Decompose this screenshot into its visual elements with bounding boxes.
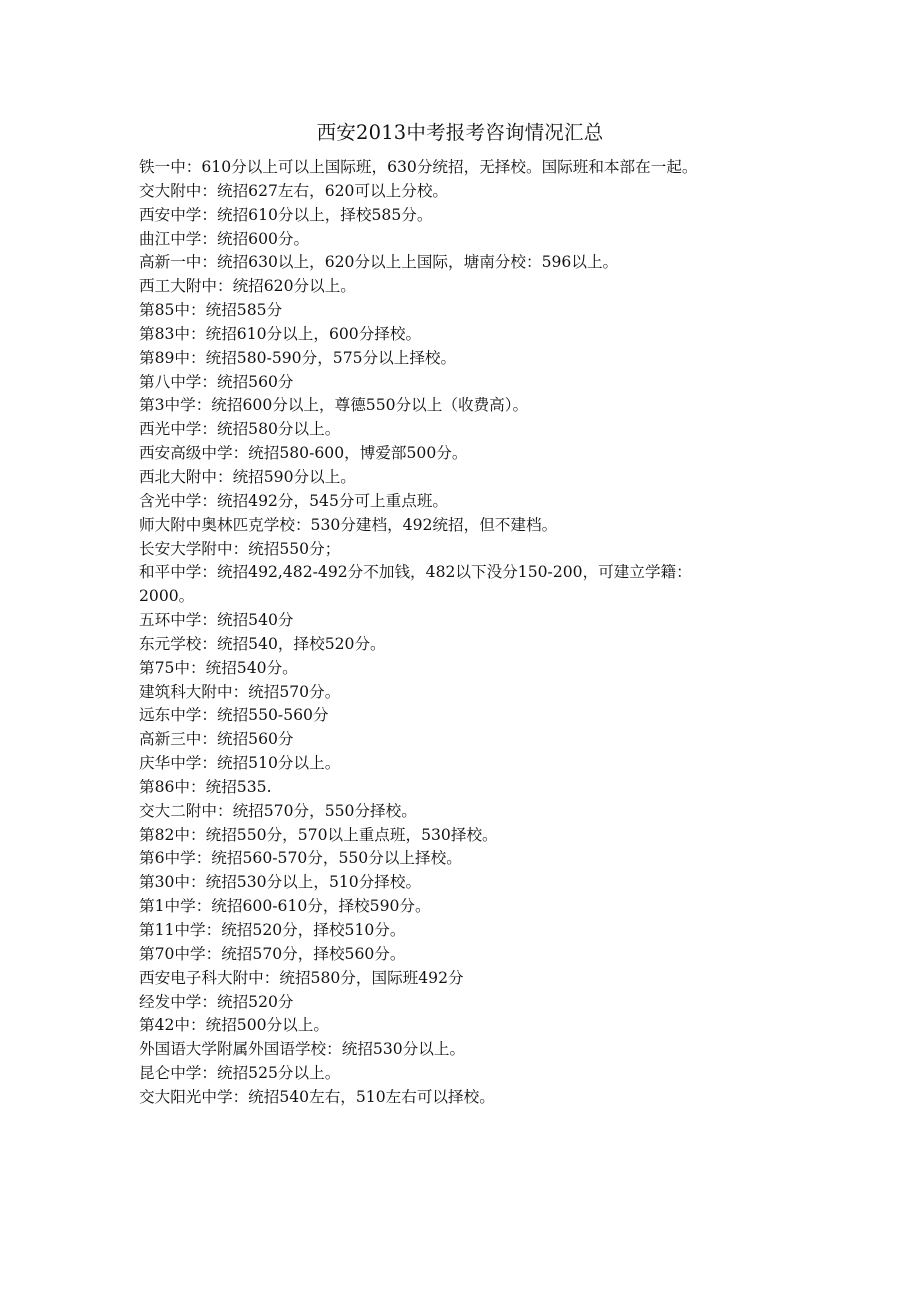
list-item: 铁一中：610分以上可以上国际班，630分统招，无择校。国际班和本部在一起。 — [139, 158, 698, 176]
list-item: 第6中学：统招560-570分，550分以上择校。 — [139, 849, 462, 868]
list-item: 外国语大学附属外国语学校：统招530分以上。 — [139, 1040, 466, 1059]
list-item: 第89中：统招580-590分，575分以上择校。 — [139, 348, 457, 367]
list-item: 第82中：统招550分，570以上重点班，530择校。 — [139, 825, 498, 844]
list-item: 第42中：统招500分以上。 — [139, 1016, 329, 1035]
list-item: 交大阳光中学：统招540左右，510左右可以择校。 — [139, 1087, 495, 1106]
list-item: 西北大附中：统招590分以上。 — [139, 467, 356, 486]
list-item: 经发中学：统招520分 — [139, 992, 294, 1011]
list-item: 第八中学：统招560分 — [139, 372, 294, 391]
list-item: 高新一中：统招630以上，620分以上上国际，塘南分校：596以上。 — [139, 253, 619, 272]
list-item: 和平中学：统招492,482-492分不加钱，482以下没分150-200，可建立学籍： — [139, 563, 692, 582]
list-item: 第83中：统招610分以上，600分择校。 — [139, 324, 422, 343]
list-item: 五环中学：统招540分 — [139, 611, 294, 630]
list-item: 含光中学：统招492分，545分可上重点班。 — [139, 491, 449, 510]
list-item: 第1中学：统招600-610分，择校590分。 — [139, 897, 431, 916]
list-item: 第30中：统招530分以上，510分择校。 — [139, 873, 422, 892]
list-item: 昆仑中学：统招525分以上。 — [139, 1064, 341, 1083]
list-item: 庆华中学：统招510分以上。 — [139, 754, 341, 773]
list-item: 曲江中学：统招600分。 — [139, 229, 310, 248]
list-item: 西工大附中：统招620分以上。 — [139, 277, 356, 296]
list-item: 东元学校：统招540，择校520分。 — [139, 634, 386, 653]
list-item: 师大附中奥林匹克学校：530分建档，492统招，但不建档。 — [139, 515, 558, 534]
list-item: 建筑科大附中：统招570分。 — [139, 682, 341, 701]
list-item: 西安高级中学：统招580-600，博爱部500分。 — [139, 444, 468, 463]
list-item: 第11中学：统招520分，择校510分。 — [139, 921, 406, 939]
list-item: 远东中学：统招550-560分 — [139, 706, 329, 725]
list-item: 第75中：统招540分。 — [139, 658, 298, 677]
list-item: 长安大学附中：统招550分； — [139, 539, 341, 558]
list-item: 第3中学：统招600分以上，尊德550分以上（收费高）。 — [139, 396, 529, 415]
list-item: 西安电子科大附中：统招580分，国际班492分 — [139, 968, 464, 987]
list-item: 交大二附中：统招570分，550分择校。 — [139, 801, 417, 820]
list-item: 第86中：统招535. — [139, 777, 272, 796]
list-item: 交大附中：统招627左右，620可以上分校。 — [139, 181, 449, 200]
list-item: 第85中：统招585分 — [139, 301, 283, 320]
list-item: 高新三中：统招560分 — [139, 730, 294, 749]
list-item: 2000。 — [139, 587, 195, 606]
list-item: 西安中学：统招610分以上，择校585分。 — [139, 205, 433, 224]
list-item: 西光中学：统招580分以上。 — [139, 420, 341, 439]
school-score-list — [139, 156, 799, 1110]
list-item: 第70中学：统招570分，择校560分。 — [139, 944, 406, 963]
document-title: 西安2013中考报考咨询情况汇总 — [316, 121, 604, 144]
